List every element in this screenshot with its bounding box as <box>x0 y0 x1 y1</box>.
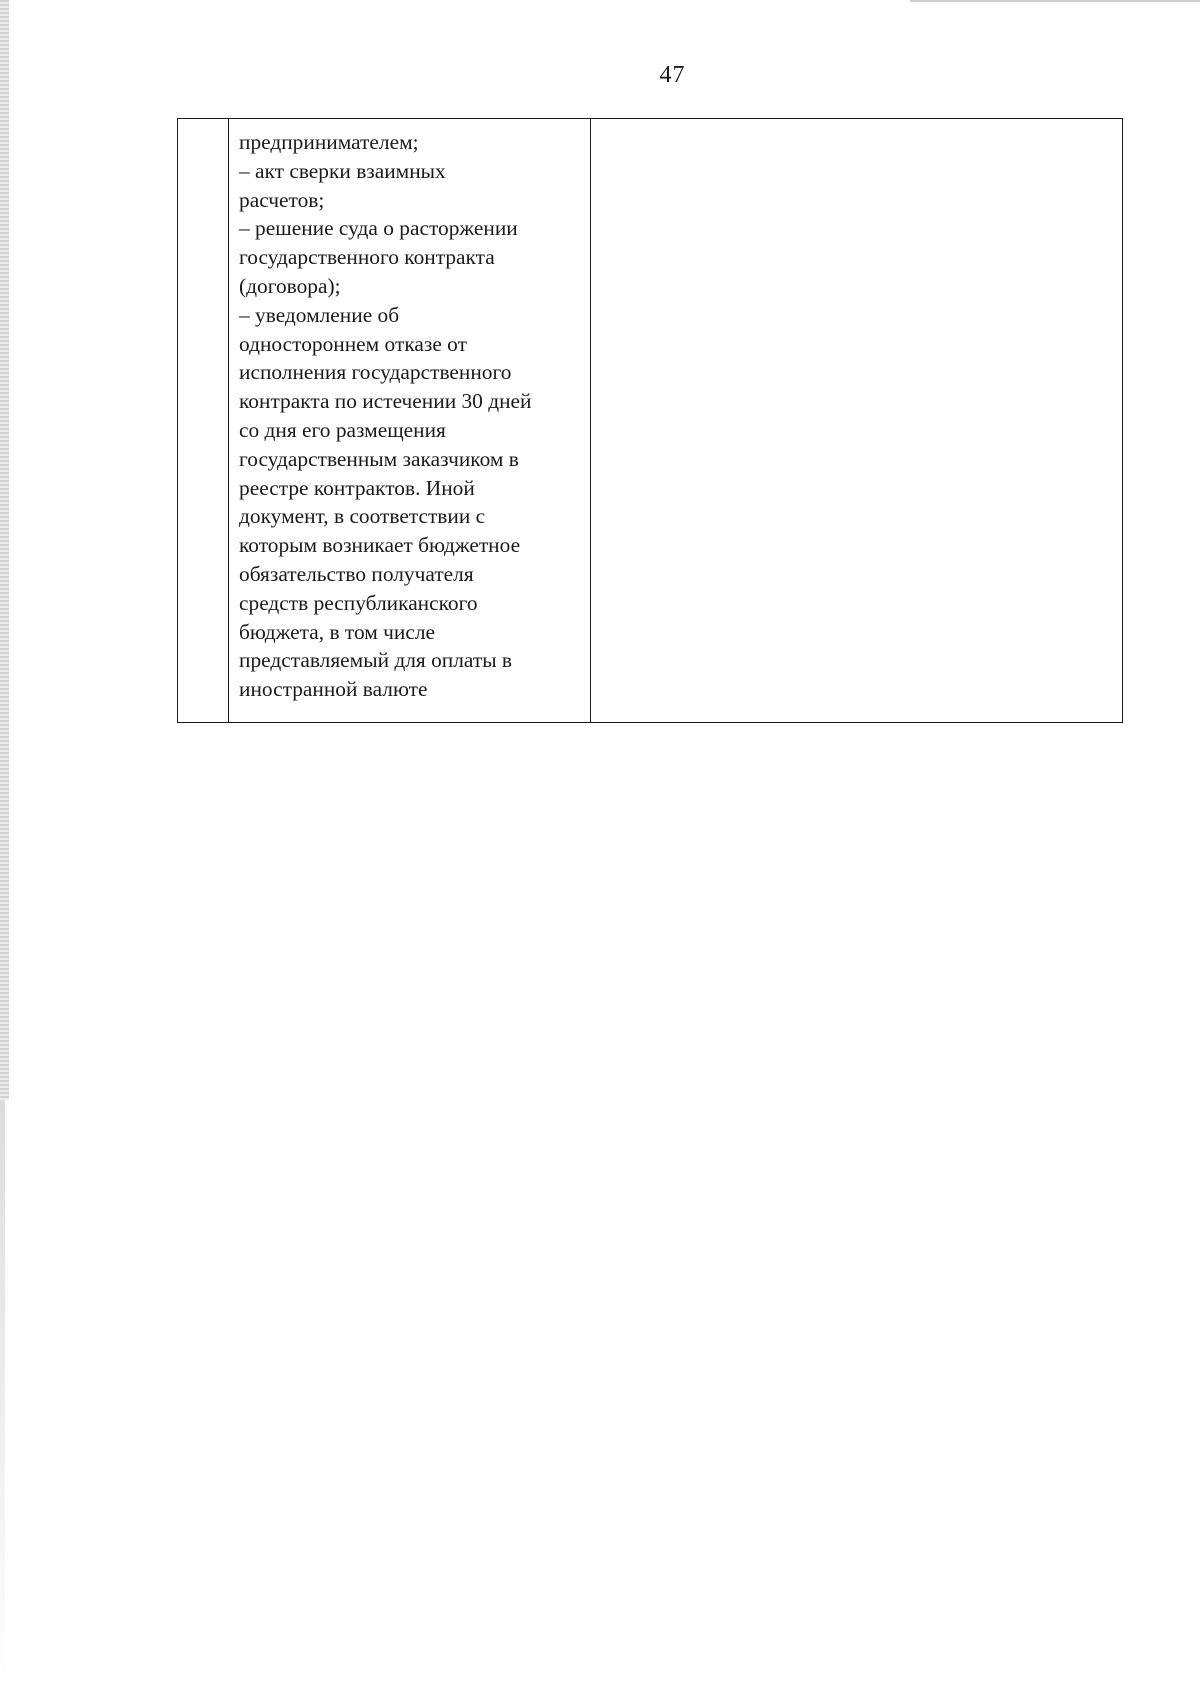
documents-line: реестре контрактов. Иной <box>239 475 475 500</box>
notes-cell <box>591 119 1123 723</box>
documents-line: предпринимателем; <box>239 130 419 154</box>
documents-line: расчетов; <box>239 187 325 212</box>
row-number-cell <box>178 119 229 723</box>
documents-line: одностороннем отказе от <box>239 331 467 356</box>
documents-text <box>229 119 590 710</box>
documents-line: – акт сверки взаимных <box>239 158 446 183</box>
scan-edge-artifact <box>0 0 9 1100</box>
documents-line: государственным заказчиком в <box>239 446 519 471</box>
scan-edge-fade <box>0 1100 5 1698</box>
documents-line: – решение суда о расторжении <box>239 216 518 241</box>
documents-line: – уведомление об <box>239 302 400 327</box>
documents-line: документ, в соответствии с <box>239 504 486 529</box>
documents-line: обязательство получателя <box>239 561 474 586</box>
document-table <box>177 118 1123 723</box>
documents-line: представляемый для оплаты в <box>239 648 513 673</box>
documents-line: бюджета, в том числе <box>239 619 436 644</box>
table-row <box>178 119 1123 723</box>
documents-cell <box>229 119 591 723</box>
documents-line: контракта по истечении 30 дней <box>239 389 532 414</box>
row-number <box>178 119 228 134</box>
notes-text <box>591 119 1122 134</box>
scan-top-line <box>910 0 1200 2</box>
documents-line: средств республиканского <box>239 590 478 615</box>
documents-line: иностранной валюте <box>239 677 428 702</box>
documents-line: государственного контракта <box>239 245 495 270</box>
documents-line: (договора); <box>239 273 341 298</box>
documents-line: со дня его размещения <box>239 417 446 442</box>
documents-line: которым возникает бюджетное <box>239 533 521 558</box>
page-number: 47 <box>659 62 686 88</box>
documents-line: исполнения государственного <box>239 360 512 385</box>
